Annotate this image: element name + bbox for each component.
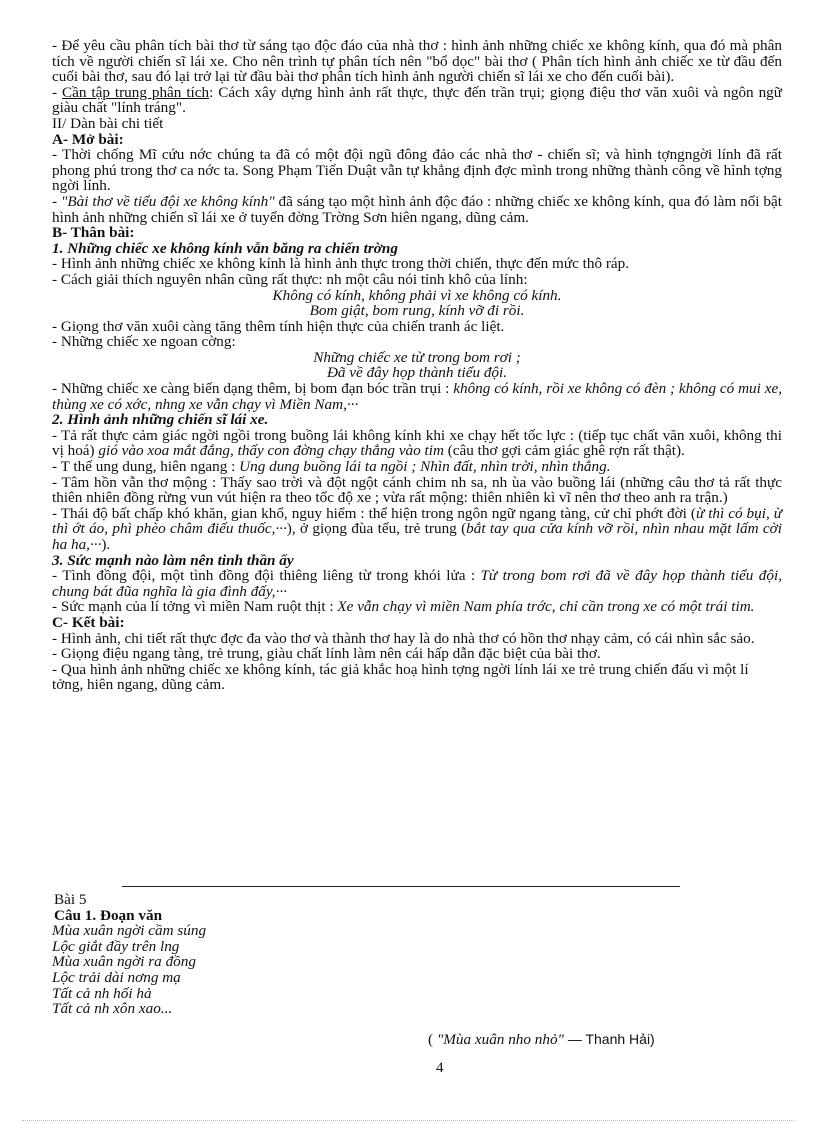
page-bottom-border <box>22 1120 794 1121</box>
heading-ket-bai: C- Kết bài: <box>52 613 125 631</box>
paragraph <box>52 459 782 475</box>
paragraph <box>52 599 782 615</box>
paragraph: - Những chiếc xe ngoan cờng: <box>52 333 236 351</box>
poem-line: Mùa xuân ngời cầm súng <box>52 922 207 940</box>
text: - Sức mạnh của lí tởng vì miền Nam ruột thịt : <box>52 598 338 616</box>
poem-line: Lộc trải dài nơng mạ <box>52 968 181 986</box>
italic-quote: không có kính, rồi xe không có đèn ; không có mui xe, thùng xe có xớc, nhng xe vẫn chạy vì Miền Nam,··· <box>52 380 782 413</box>
paragraph: - Giọng thơ văn xuôi càng tăng thêm tính hiện thực của chiến tranh ác liệt. <box>52 317 505 335</box>
italic-quote: gió vào xoa mắt đắng, thấy con đờng chạy thẳng vào tim <box>98 442 444 460</box>
exercise-section <box>52 892 752 1017</box>
paragraph: - Tâm hồn vẫn thơ mộng : Thấy sao trời và đột ngột cánh chim nh sa, nh ùa vào buồng lái (những câu thơ tả rất thực thiên nhiên đồng rừng vun vút hiện ra theo tốc độ xe ; vừa rất mộng: thiên nhiên kì vĩ nên thơ theo anh ra trận.) <box>52 473 782 507</box>
text: : Cách xây dựng hình ảnh rất thực, thực đến trần trụi; giọng điệu thơ văn xuôi và ngôn ngữ giàu chất "lính tráng". <box>52 83 783 117</box>
dash: - <box>52 192 61 210</box>
verse-line: Bom giật, bom rung, kính vỡ đi rồi. <box>309 302 525 320</box>
verse-line: Không có kính, không phải vì xe không có kính. <box>272 286 562 304</box>
paragraph <box>52 506 782 553</box>
paragraph: - Qua hình ảnh những chiếc xe không kính, tác giả khắc hoạ hình tợng ngời lính lái xe trẻ trung chiến đấu vì một lí tởng, hiên ngang, dũng cảm. <box>52 660 749 694</box>
poem-line: Tất cả nh hối hả <box>52 984 152 1002</box>
paragraph: - Hình ảnh, chi tiết rất thực đợc đa vào thơ và thành thơ hay là do nhà thơ có hồn thơ nhạy cảm, có cái nhìn sắc sảo. <box>52 629 755 647</box>
paragraph: - Để yêu cầu phân tích bài thơ từ sáng tạo độc đáo của nhà thơ : hình ảnh những chiếc xe không kính, qua đó mà phân tích về người chiến sĩ lái xe. Cho nên trình tự phân tích nên "bổ dọc" bài thơ ( Phân tích hình ảnh chiếc xe từ đầu đến cuối bài thơ, sau đó lại trở lại từ đầu bài thơ phân tích hình ảnh người chiến sĩ lái xe cho đến cuối bài). <box>52 37 782 86</box>
page-number: 4 <box>436 1060 444 1076</box>
section-heading: II/ Dàn bài chi tiết <box>52 114 164 132</box>
poem-line: Mùa xuân ngời ra đồng <box>52 953 196 971</box>
separator-line <box>122 886 680 887</box>
dash: - <box>52 83 62 101</box>
italic-quote: Từ trong bom rơi đã về đây họp thành tiểu đội, chung bát đũa nghĩa là gia đình đấy,··· <box>52 567 782 600</box>
italic-quote: Xe vẫn chạy vì miền Nam phía trớc, chỉ cần trong xe có một trái tim. <box>337 598 755 616</box>
poem-source <box>428 1031 655 1049</box>
text: - Những chiếc xe càng biến dạng thêm, bị bom đạn bóc trần trụi : <box>52 380 454 398</box>
subheading-2: 2. Hình ảnh những chiến sĩ lái xe. <box>52 411 269 429</box>
heading-than-bai: B- Thân bài: <box>52 224 135 242</box>
paragraph <box>52 194 782 225</box>
italic-quote: Ung dung buồng lái ta ngồi ; Nhìn đất, nhìn trời, nhìn thẳng. <box>239 458 611 476</box>
text: đã sáng tạo một hình ảnh độc đáo : những chiếc xe không kính, qua đó làm nổi bật hình ảnh những chiến sĩ lái xe ở tuyến đờng Trờng Sơn hiên ngang, dũng cảm. <box>52 192 782 226</box>
source-title: "Mùa xuân nho nhỏ" <box>436 1031 564 1048</box>
italic-quote: bắt tay qua cửa kính vỡ rồi, nhìn nhau mặt lấm cời ha ha,··· <box>52 520 782 553</box>
underlined-phrase: Cần tập trung phân tích <box>62 83 210 101</box>
text: ). <box>101 536 111 553</box>
paragraph <box>52 381 782 412</box>
subheading-3: 3. Sức mạnh nào làm nên tinh thần ấy <box>52 551 294 569</box>
source-open: ( <box>428 1031 437 1048</box>
subheading-1: 1. Những chiếc xe không kính vẫn băng ra chiến trờng <box>52 239 398 257</box>
verse-line: Đã về đây họp thành tiểu đội. <box>326 364 508 382</box>
text: - Tả rất thực cảm giác ngời ngồi trong buồng lái không kính khi xe chạy hết tốc lực : (tiếp tục chất văn xuôi, không thi vị hoá) <box>52 426 782 460</box>
heading-mo-bai: A- Mở bài: <box>52 130 124 148</box>
poem-line: Tất cả nh xôn xao... <box>52 1000 173 1018</box>
paragraph: - Cách giải thích nguyên nhân cũng rất thực: nh một câu nói tỉnh khô của lính: <box>52 270 528 288</box>
exercise-title: Bài 5 <box>54 891 87 908</box>
paragraph: - Thời chống Mĩ cứu nớc chúng ta đã có một đội ngũ đông đảo các nhà thơ - chiến sĩ; và hình tợngngời lính đã rất phong phú trong thơ ca nớc ta. Song Phạm Tiến Duật vẫn tự khẳng định đợc mình trong những thành công về hình tợng ngời lính. <box>52 146 782 195</box>
verse-line: Những chiếc xe từ trong bom rơi ; <box>313 348 521 366</box>
paragraph: - Hình ảnh những chiếc xe không kính là hình ảnh thực trong thời chiến, thực đến mức thô ráp. <box>52 255 630 273</box>
text: - Thái độ bất chấp khó khăn, gian khổ, nguy hiểm : thể hiện trong ngôn ngữ ngang tàng, cử chỉ phớt đời ( <box>52 504 696 522</box>
text: ), ở giọng đùa tếu, trẻ trung ( <box>286 520 467 538</box>
italic-quote: ừ thì có bụi, ừ thì ớt áo, phì phèo châm điếu thuốc,··· <box>52 504 783 538</box>
paragraph <box>52 428 782 459</box>
poem-title: "Bài thơ về tiểu đội xe không kính" <box>60 192 275 210</box>
source-author: — Thanh Hải) <box>563 1031 655 1047</box>
text: - Tình đồng đội, một tình đồng đội thiêng liêng từ trong khói lửa : <box>52 567 481 585</box>
text: - T thế ung dung, hiên ngang : <box>52 458 240 476</box>
document-body <box>52 38 782 693</box>
paragraph <box>52 568 782 599</box>
paragraph <box>52 85 782 116</box>
text: (câu thơ gợi cảm giác ghê rợn rất thật). <box>443 442 685 460</box>
question-title: Câu 1. Đoạn văn <box>54 906 163 924</box>
paragraph: - Giọng điệu ngang tàng, trẻ trung, giàu chất lính làm nên cái hấp dẫn đặc biệt của bài thơ. <box>52 645 601 663</box>
poem-line: Lộc giắt đầy trên lng <box>52 937 180 955</box>
